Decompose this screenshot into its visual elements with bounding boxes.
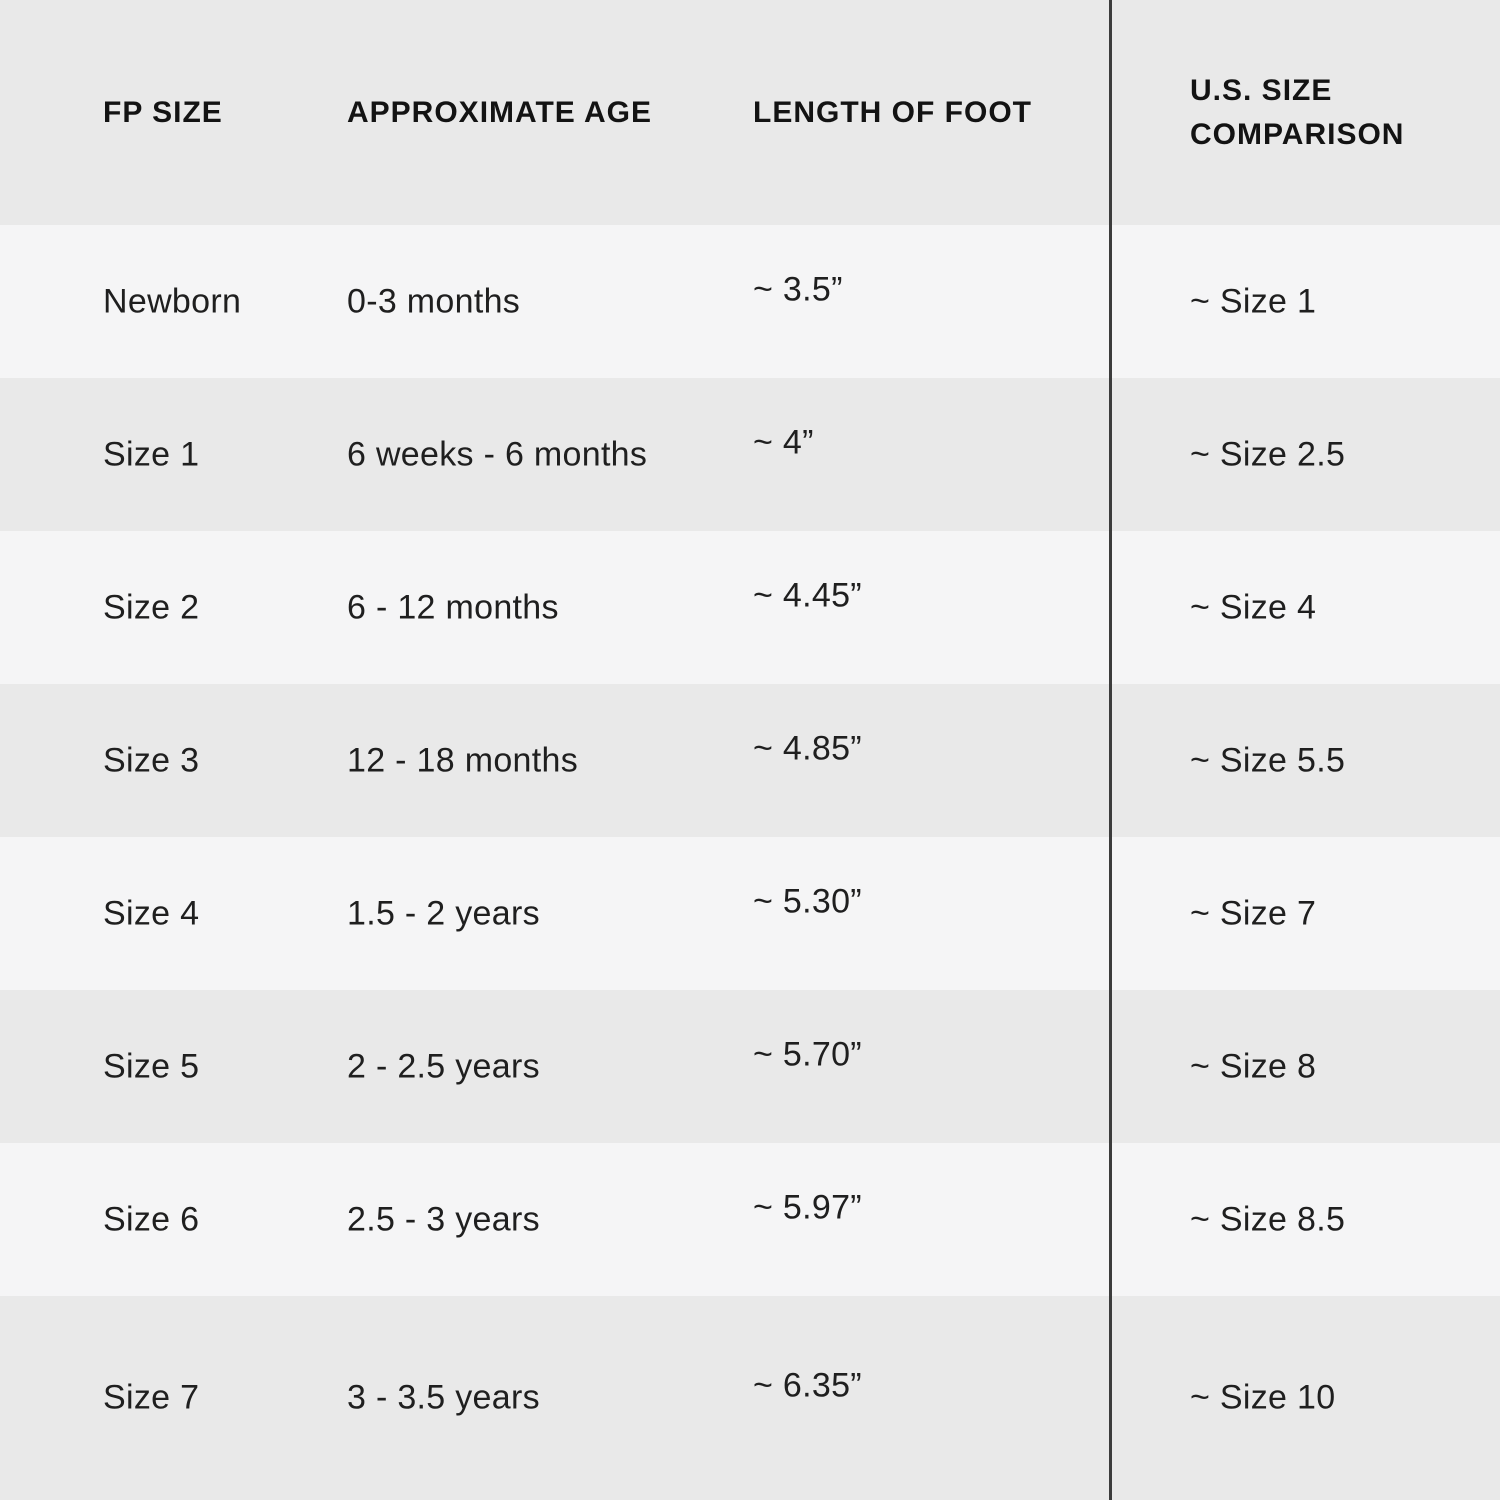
cell-fp-size: Newborn	[103, 282, 242, 320]
cell-fp-size: Size 6	[103, 1200, 200, 1238]
cell-length-of-foot: ~ 4”	[753, 423, 814, 461]
cell-us-size: ~ Size 8.5	[1190, 1200, 1346, 1238]
cell-approximate-age: 0-3 months	[347, 282, 521, 320]
cell-length-of-foot: ~ 4.85”	[753, 729, 862, 767]
cell-fp-size: Size 2	[103, 588, 200, 626]
cell-fp-size: Size 1	[103, 435, 200, 473]
table-row	[0, 378, 1500, 531]
cell-approximate-age: 3 - 3.5 years	[347, 1378, 540, 1417]
cell-us-size: ~ Size 2.5	[1190, 435, 1346, 473]
column-header-approximate-age: APPROXIMATE AGE	[347, 95, 653, 129]
table-row	[0, 837, 1500, 990]
cell-us-size: ~ Size 7	[1190, 894, 1317, 932]
table-row	[0, 225, 1500, 378]
cell-approximate-age: 1.5 - 2 years	[347, 894, 540, 932]
table-row	[0, 990, 1500, 1143]
table-row	[0, 1296, 1500, 1500]
cell-us-size: ~ Size 4	[1190, 588, 1317, 626]
cell-us-size: ~ Size 1	[1190, 282, 1317, 320]
column-header-fp-size: FP SIZE	[103, 95, 223, 129]
cell-us-size: ~ Size 8	[1190, 1047, 1317, 1085]
cell-approximate-age: 6 weeks - 6 months	[347, 435, 648, 473]
table-row	[0, 1143, 1500, 1296]
table-row	[0, 531, 1500, 684]
cell-fp-size: Size 3	[103, 741, 200, 779]
cell-fp-size: Size 5	[103, 1047, 200, 1085]
cell-approximate-age: 12 - 18 months	[347, 741, 578, 779]
column-header-us-size-comparison: U.S. SIZE COMPARISON	[1190, 73, 1405, 151]
cell-approximate-age: 2.5 - 3 years	[347, 1200, 540, 1238]
cell-length-of-foot: ~ 3.5”	[753, 270, 843, 308]
table-header-row	[0, 0, 1500, 225]
column-divider-line	[1109, 0, 1112, 1500]
cell-length-of-foot: ~ 4.45”	[753, 576, 862, 614]
cell-fp-size: Size 7	[103, 1378, 200, 1417]
cell-fp-size: Size 4	[103, 894, 200, 932]
cell-length-of-foot: ~ 5.30”	[753, 882, 862, 920]
column-header-length-of-foot: LENGTH OF FOOT	[753, 95, 1032, 129]
cell-length-of-foot: ~ 5.70”	[753, 1035, 862, 1073]
cell-length-of-foot: ~ 5.97”	[753, 1188, 862, 1226]
cell-length-of-foot: ~ 6.35”	[753, 1366, 862, 1405]
table-row	[0, 684, 1500, 837]
cell-approximate-age: 2 - 2.5 years	[347, 1047, 540, 1085]
cell-us-size: ~ Size 5.5	[1190, 741, 1346, 779]
cell-us-size: ~ Size 10	[1190, 1378, 1336, 1417]
cell-approximate-age: 6 - 12 months	[347, 588, 559, 626]
